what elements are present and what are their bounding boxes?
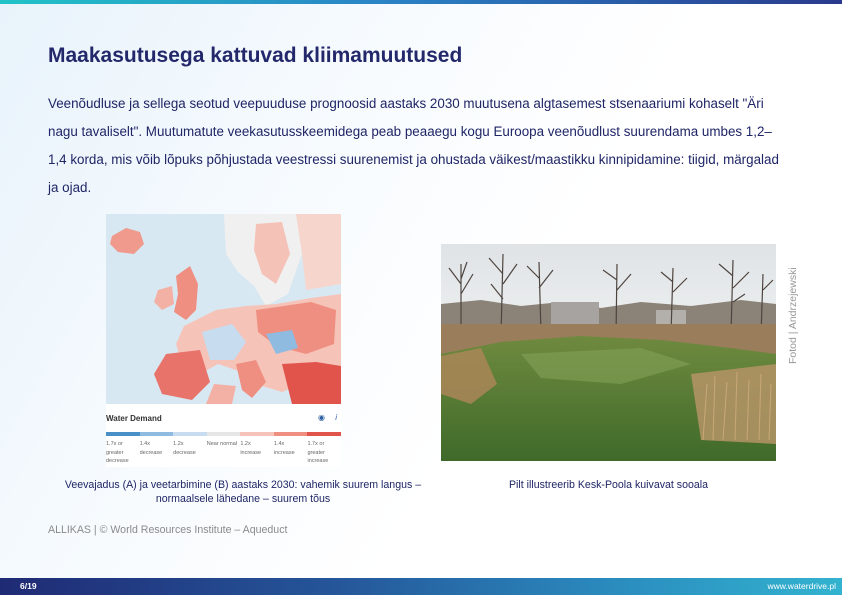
legend-label: 1.4x decrease <box>139 441 163 456</box>
legend-label: 1.2x increase <box>240 441 262 456</box>
legend-swatch <box>274 432 308 436</box>
wetland-photo <box>441 244 776 461</box>
website-link[interactable]: www.waterdrive.pl <box>767 581 836 591</box>
legend-title: Water Demand <box>106 414 162 423</box>
slide-title: Maakasutusega kattuvad kliimamuutused <box>48 44 463 67</box>
legend-swatch <box>173 432 207 436</box>
map-legend <box>106 404 341 467</box>
europe-map-image <box>106 214 341 404</box>
legend-color-scale <box>106 432 341 436</box>
legend-swatch <box>140 432 174 436</box>
top-accent-bar <box>0 0 842 4</box>
wetland-photo-image <box>441 244 776 461</box>
legend-label: Near normal <box>206 441 237 447</box>
legend-label: 1.4x increase <box>273 441 295 456</box>
legend-label: 1.7x or greater decrease <box>106 441 129 464</box>
audio-icon[interactable]: ◉ <box>318 413 325 422</box>
slide-paragraph: Veenõudluse ja sellega seotud veepuuduse prognoosid aastaks 2030 muutusena algtasemest stsenaariumi kohaselt "Äri nagu tavaliselt". Muutumatute veekasutusskeemidega peab peaaegu kogu Euroopa veenõudlust suurendama umbes 1,2–1,4 korda, mis võib lõpuks põhjustada veestressi suurenemist ja ohustada väikest/maastikku kinnipidamine: tiigid, märgalad ja ojad. <box>48 96 779 195</box>
source-note: ALLIKAS | © World Resources Institute – Aqueduct <box>48 524 288 536</box>
water-demand-map <box>106 214 341 467</box>
legend-swatch <box>240 432 274 436</box>
photo-caption: Pilt illustreerib Kesk-Poola kuivavat sooala <box>508 479 709 491</box>
photo-credit: Fotod | Andrzejewski <box>787 267 799 364</box>
info-icon[interactable]: i <box>335 413 337 422</box>
legend-label: 1.7x or greater increase <box>307 441 329 464</box>
page-number: 6/19 <box>20 581 37 591</box>
legend-label: 1.2x decrease <box>173 441 196 456</box>
footer-bar <box>0 578 842 595</box>
map-caption: Veevajadus (A) ja veetarbimine (B) aastaks 2030: vahemik suurem langus – normaalsele lähedane – suurem tõus <box>64 479 422 505</box>
legend-swatch <box>307 432 341 436</box>
legend-swatch <box>207 432 241 436</box>
legend-swatch <box>106 432 140 436</box>
legend-labels <box>106 440 341 466</box>
